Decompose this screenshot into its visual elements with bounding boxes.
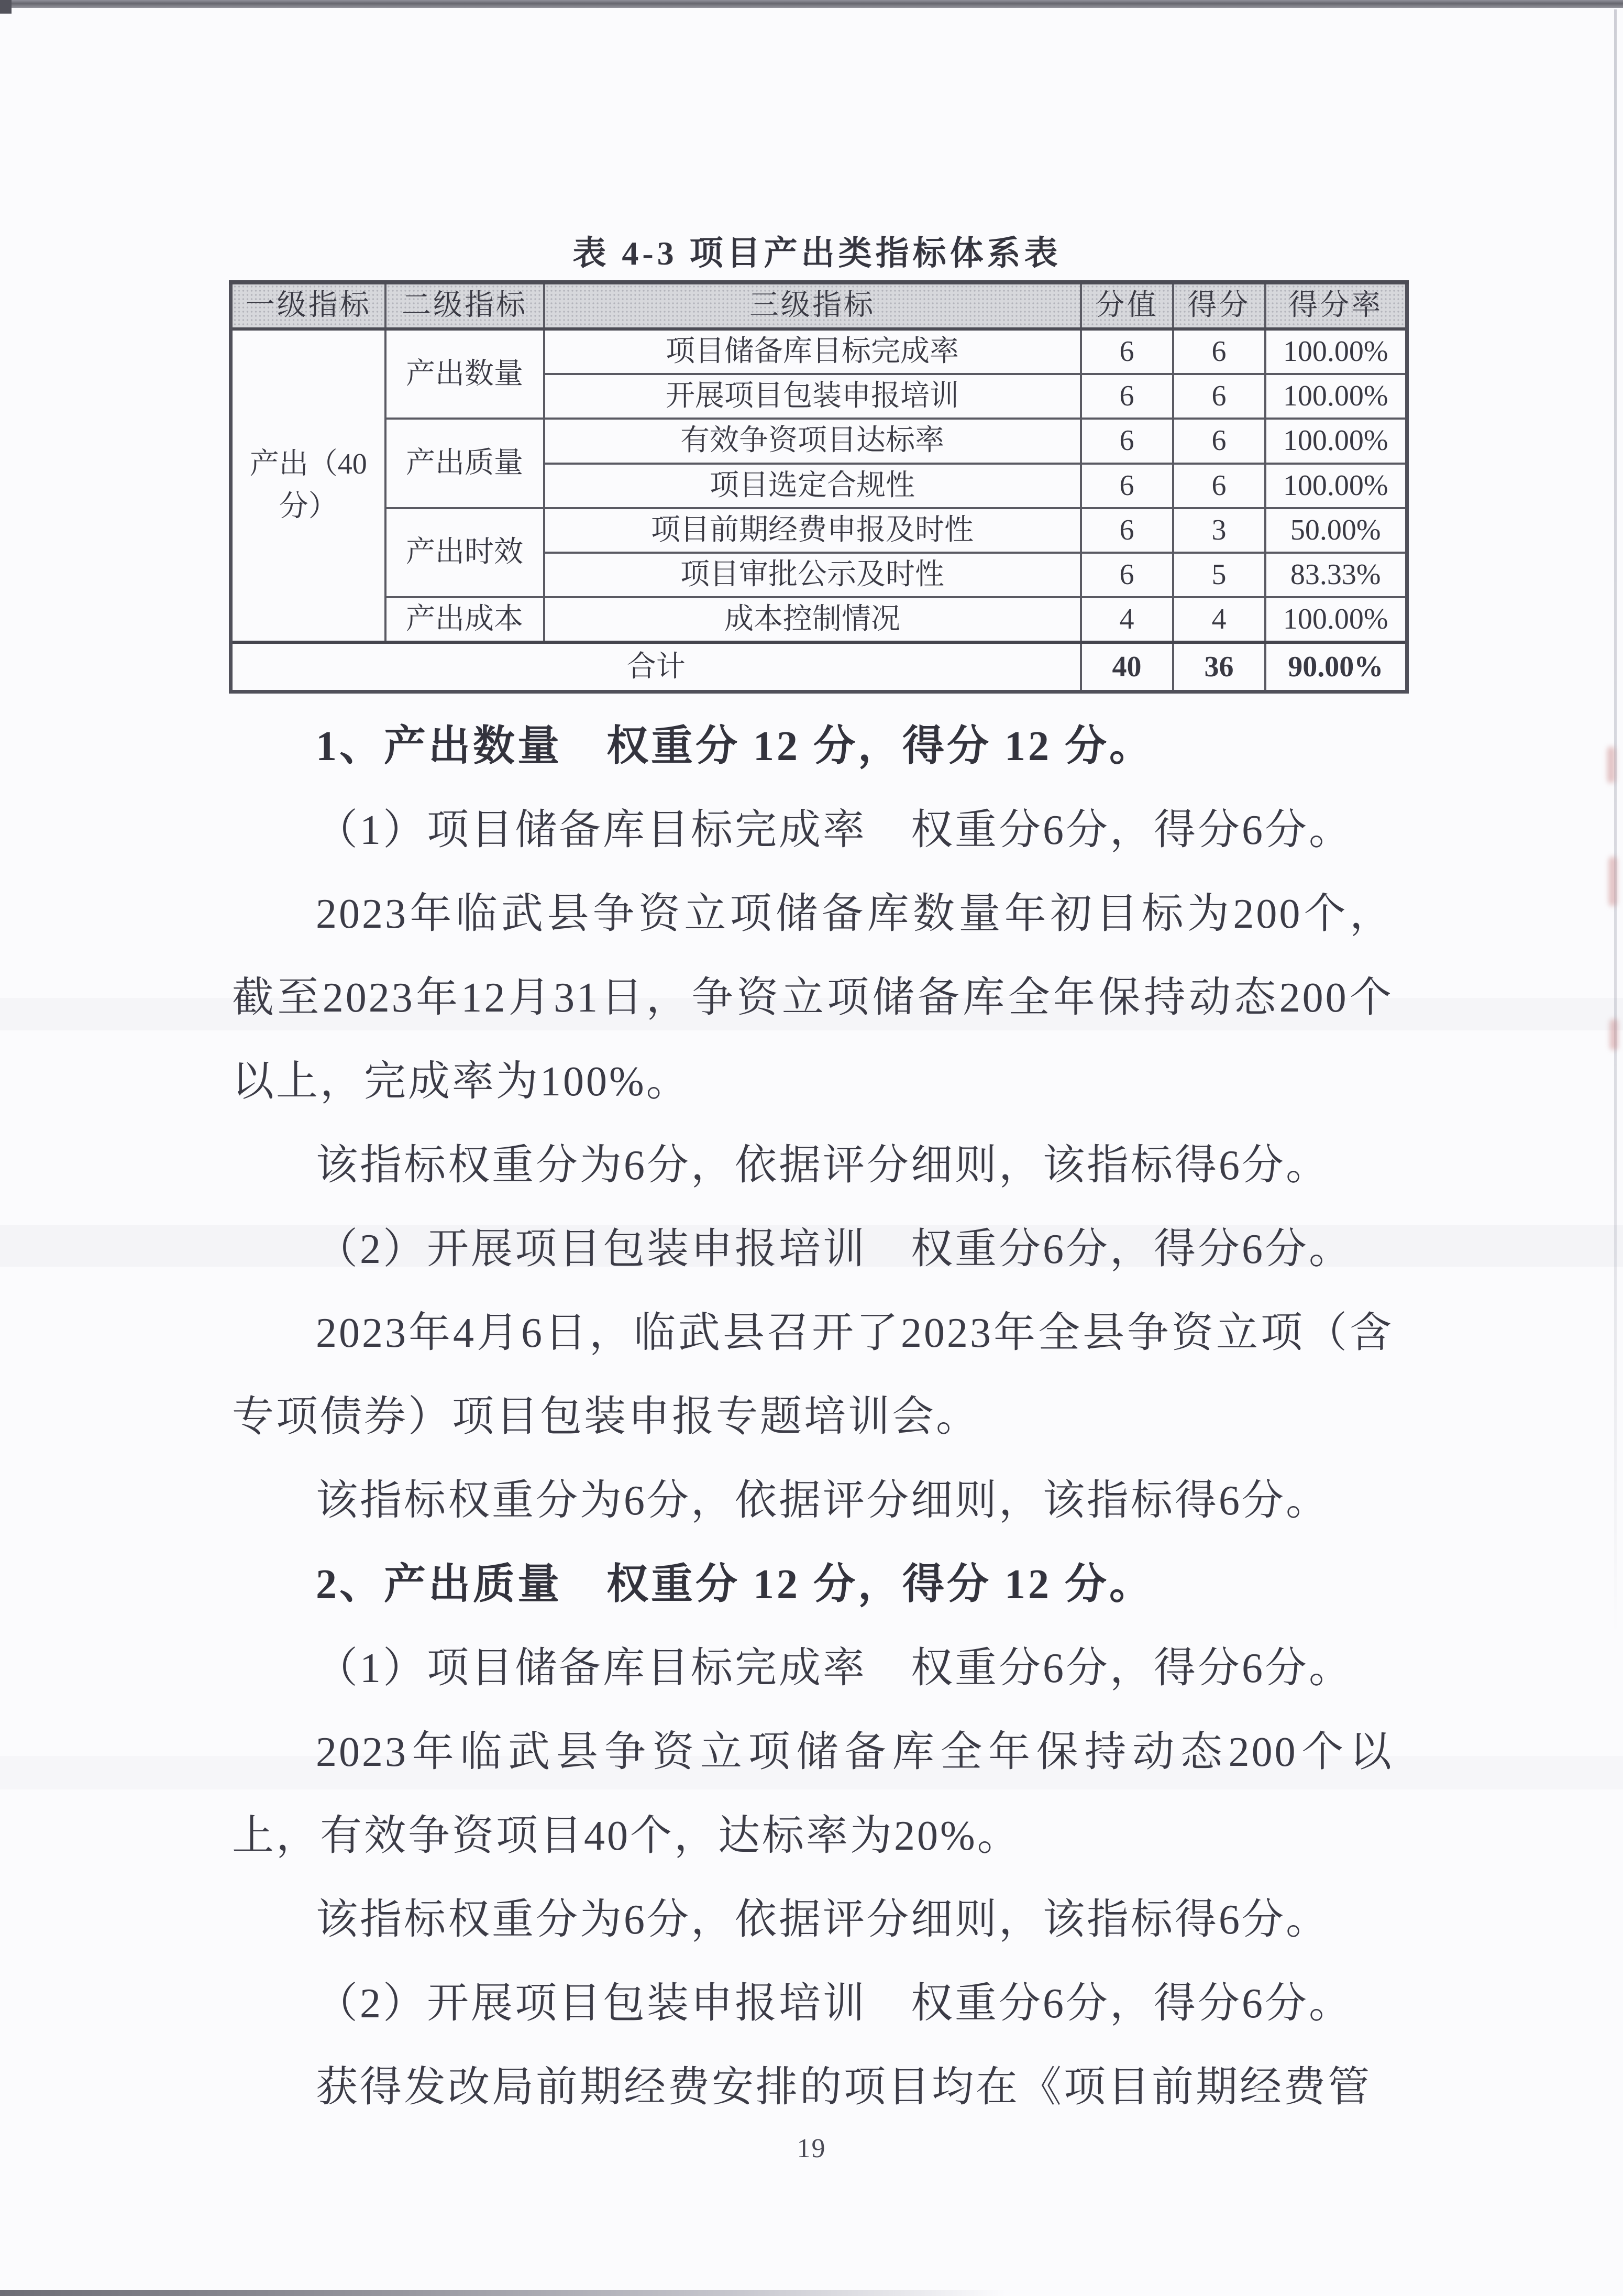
paragraph: 获得发改局前期经费安排的项目均在《项目前期经费管 xyxy=(316,2064,1372,2111)
paragraph: （1）项目储备库目标完成率 权重分6分，得分6分。 xyxy=(316,1645,1353,1691)
cell-score-rate: 83.33% xyxy=(1265,553,1407,597)
paragraph: （1）项目储备库目标完成率 权重分6分，得分6分。 xyxy=(316,807,1353,853)
cell-score-value: 6 xyxy=(1081,508,1173,553)
table-row xyxy=(231,508,1407,553)
scan-edge-top-left xyxy=(0,0,12,14)
cell-level1: 产出（40分） xyxy=(231,329,385,642)
paragraph: 该指标权重分为6分，依据评分细则，该指标得6分。 xyxy=(316,1478,1330,1524)
header-score-rate: 得分率 xyxy=(1265,282,1407,329)
scan-edge-bottom xyxy=(0,2290,1623,2296)
table-row xyxy=(231,329,1407,374)
paragraph: 2023年临武县争资立项储备库全年保持动态200个以上，有效争资项目40个，达标率为20%。 xyxy=(232,1729,1394,1859)
cell-score-got: 5 xyxy=(1173,553,1265,597)
header-level2: 二级指标 xyxy=(385,282,544,329)
cell-indicator: 项目储备库目标完成率 xyxy=(544,329,1081,374)
header-level3: 三级指标 xyxy=(544,282,1081,329)
table-total-row xyxy=(231,642,1407,692)
cell-total-score-got: 36 xyxy=(1173,642,1265,692)
cell-level2: 产出质量 xyxy=(385,419,544,508)
cell-indicator: 项目选定合规性 xyxy=(544,464,1081,508)
page-number: 19 xyxy=(797,2134,826,2163)
scan-edge-top xyxy=(0,0,1623,8)
paragraph: 2023年4月6日，临武县召开了2023年全县争资立项（含专项债券）项目包装申报专题培训会。 xyxy=(232,1310,1394,1440)
header-score-value: 分值 xyxy=(1081,282,1173,329)
cell-score-value: 6 xyxy=(1081,464,1173,508)
scan-smudge xyxy=(1607,746,1615,783)
table-title: 表 4-3 项目产出类指标体系表 xyxy=(572,235,1062,272)
paragraph: 该指标权重分为6分，依据评分细则，该指标得6分。 xyxy=(316,1897,1330,1943)
cell-level2: 产出时效 xyxy=(385,508,544,597)
table-row xyxy=(231,597,1407,642)
table-row xyxy=(231,419,1407,463)
cell-score-value: 6 xyxy=(1081,329,1173,374)
cell-indicator: 成本控制情况 xyxy=(544,597,1081,642)
cell-score-rate: 100.00% xyxy=(1265,464,1407,508)
cell-indicator: 开展项目包装申报培训 xyxy=(544,374,1081,419)
paragraph: 该指标权重分为6分，依据评分细则，该指标得6分。 xyxy=(316,1142,1330,1189)
cell-score-got: 6 xyxy=(1173,464,1265,508)
cell-score-value: 6 xyxy=(1081,553,1173,597)
cell-score-rate: 100.00% xyxy=(1265,419,1407,463)
cell-indicator: 有效争资项目达标率 xyxy=(544,419,1081,463)
cell-score-got: 4 xyxy=(1173,597,1265,642)
cell-total-score-rate: 90.00% xyxy=(1265,642,1407,692)
paragraph: 2023年临武县争资立项储备库数量年初目标为200个，截至2023年12月31日，争资立项储备库全年保持动态200个以上，完成率为100%。 xyxy=(232,891,1394,1105)
cell-level2: 产出成本 xyxy=(385,597,544,642)
cell-score-value: 6 xyxy=(1081,374,1173,419)
scan-smudge xyxy=(1609,856,1617,906)
paragraph: （2）开展项目包装申报培训 权重分6分，得分6分。 xyxy=(316,1226,1353,1272)
paragraph-heading-1: 1、产出数量 权重分 12 分，得分 12 分。 xyxy=(316,723,1154,770)
cell-score-got: 3 xyxy=(1173,508,1265,553)
cell-score-rate: 100.00% xyxy=(1265,374,1407,419)
body-text xyxy=(232,705,1394,2129)
paragraph-heading-2: 2、产出质量 权重分 12 分，得分 12 分。 xyxy=(316,1562,1154,1608)
cell-score-value: 4 xyxy=(1081,597,1173,642)
cell-score-value: 6 xyxy=(1081,419,1173,463)
header-level1: 一级指标 xyxy=(231,282,385,329)
cell-score-got: 6 xyxy=(1173,374,1265,419)
paragraph: （2）开展项目包装申报培训 权重分6分，得分6分。 xyxy=(316,1981,1353,2027)
header-score-got: 得分 xyxy=(1173,282,1265,329)
cell-score-got: 6 xyxy=(1173,419,1265,463)
cell-total-score-value: 40 xyxy=(1081,642,1173,692)
indicator-table xyxy=(229,280,1409,694)
cell-level2: 产出数量 xyxy=(385,329,544,419)
cell-score-rate: 100.00% xyxy=(1265,329,1407,374)
cell-score-got: 6 xyxy=(1173,329,1265,374)
cell-indicator: 项目前期经费申报及时性 xyxy=(544,508,1081,553)
table-header-row xyxy=(231,282,1407,329)
scan-edge-right xyxy=(1614,9,1617,1633)
cell-score-rate: 50.00% xyxy=(1265,508,1407,553)
cell-score-rate: 100.00% xyxy=(1265,597,1407,642)
cell-indicator: 项目审批公示及时性 xyxy=(544,553,1081,597)
cell-total-label: 合计 xyxy=(231,642,1081,692)
